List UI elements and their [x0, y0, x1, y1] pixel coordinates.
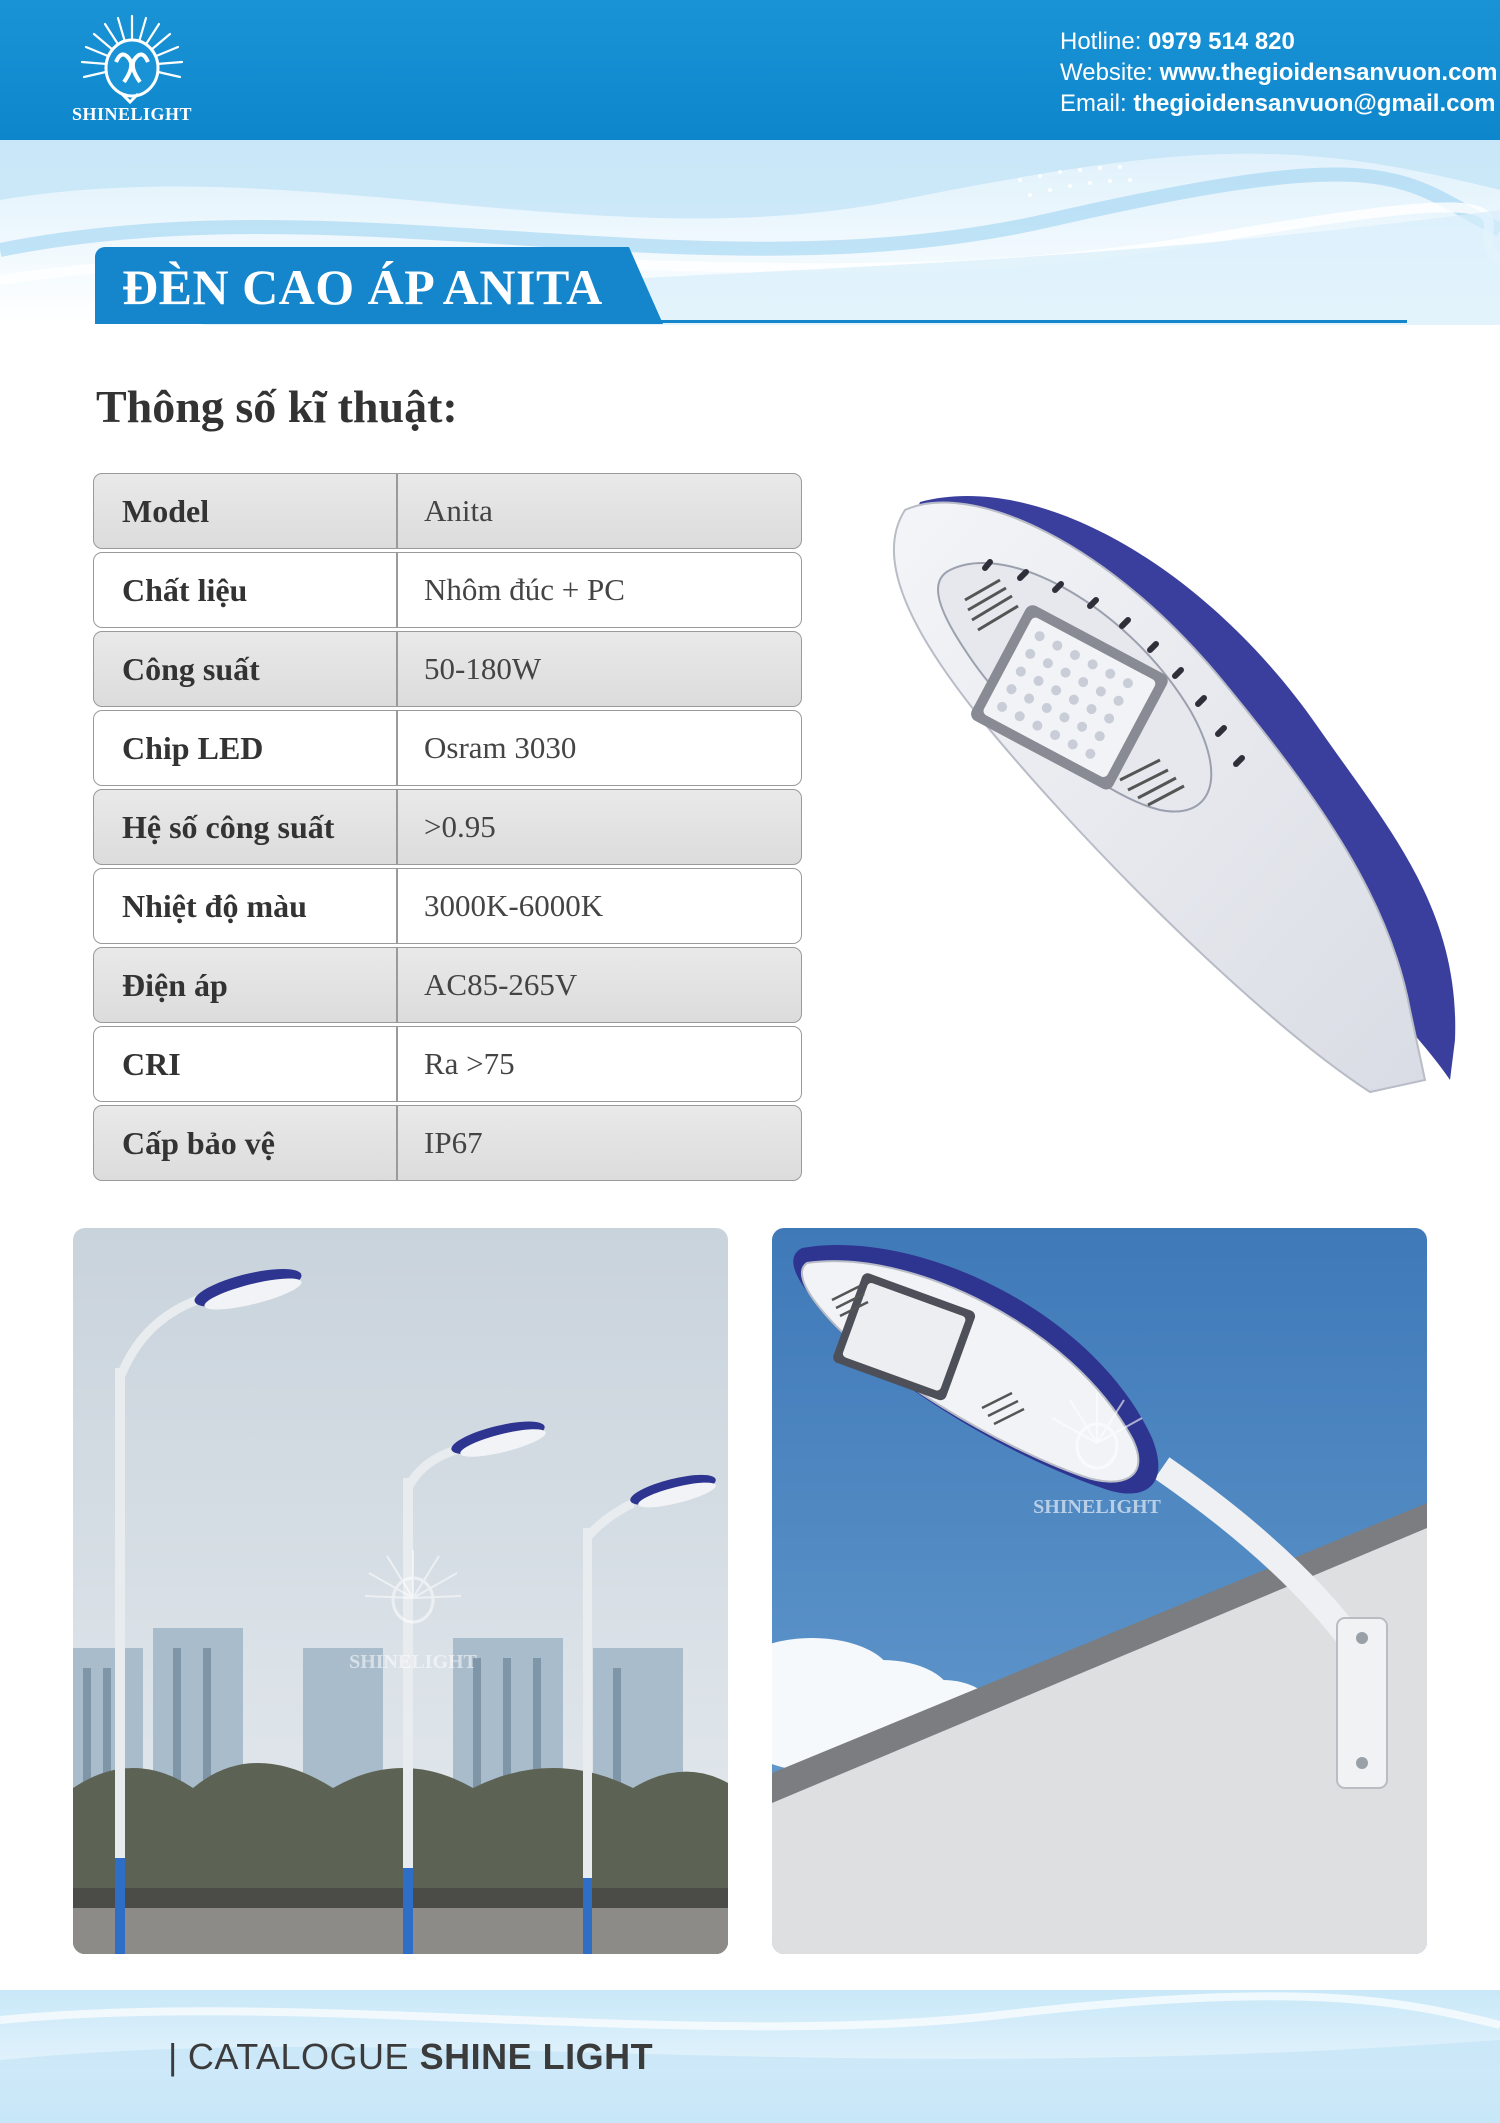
hotline-line	[1060, 26, 1497, 57]
spec-key: Cấp bảo vệ	[122, 1124, 275, 1161]
spec-value: Nhôm đúc + PC	[424, 572, 625, 607]
contact-info	[1060, 26, 1497, 119]
spec-key: Hệ số công suất	[122, 808, 335, 845]
spec-key: Chất liệu	[122, 571, 248, 608]
spec-row	[93, 789, 802, 865]
footer-brand: SHINE LIGHT	[419, 2036, 654, 2077]
title-underline	[95, 320, 1407, 323]
email-label: Email:	[1060, 90, 1127, 117]
wall-mount-image	[772, 1228, 1427, 1954]
spec-row	[93, 710, 802, 786]
spec-key: Chip LED	[122, 729, 264, 766]
footer-label: CATALOGUE	[187, 2036, 410, 2077]
street-scene-image	[73, 1228, 728, 1954]
hotline-label: Hotline:	[1060, 28, 1142, 55]
specs-table	[93, 473, 802, 1184]
spec-row	[93, 1105, 802, 1181]
logo-text: SHINELIGHT	[71, 104, 193, 124]
website-link[interactable]: www.thegioidensanvuon.com	[1159, 59, 1498, 86]
header-bar	[0, 0, 1500, 140]
spec-row	[93, 868, 802, 944]
footer-bar: |	[168, 2036, 178, 2077]
spec-value: >0.95	[424, 809, 496, 844]
email-link[interactable]: thegioidensanvuon@gmail.com	[1133, 90, 1496, 117]
spec-key: Công suất	[122, 650, 260, 687]
hotline-number[interactable]: 0979 514 820	[1148, 28, 1295, 55]
spec-value: 50-180W	[424, 651, 542, 686]
spec-row	[93, 473, 802, 549]
spec-value: Osram 3030	[424, 730, 577, 765]
watermark-text: SHINELIGHT	[349, 1651, 477, 1673]
spec-value: AC85-265V	[424, 967, 578, 1002]
street-poles-photo	[73, 1228, 728, 1954]
spec-value: 3000K-6000K	[424, 888, 604, 923]
product-lamp-image	[850, 480, 1470, 1100]
spec-row	[93, 947, 802, 1023]
spec-key: Model	[122, 492, 210, 529]
page-title: ĐÈN CAO ÁP ANITA	[122, 259, 603, 315]
spec-value: Anita	[424, 493, 493, 528]
spec-row	[93, 552, 802, 628]
wall-mount-photo	[772, 1228, 1427, 1954]
spec-key: Nhiệt độ màu	[122, 887, 307, 924]
spec-row	[93, 631, 802, 707]
spec-value: IP67	[424, 1125, 483, 1160]
email-line	[1060, 88, 1497, 119]
spec-row	[93, 1026, 802, 1102]
watermark-text: SHINELIGHT	[1033, 1496, 1161, 1518]
spec-value: Ra >75	[424, 1046, 515, 1081]
spec-key: CRI	[122, 1045, 181, 1082]
website-label: Website:	[1060, 59, 1153, 86]
specs-heading: Thông số kĩ thuật:	[96, 381, 458, 432]
footer-catalogue	[168, 2036, 653, 2078]
website-line	[1060, 57, 1497, 88]
spec-key: Điện áp	[122, 966, 228, 1003]
